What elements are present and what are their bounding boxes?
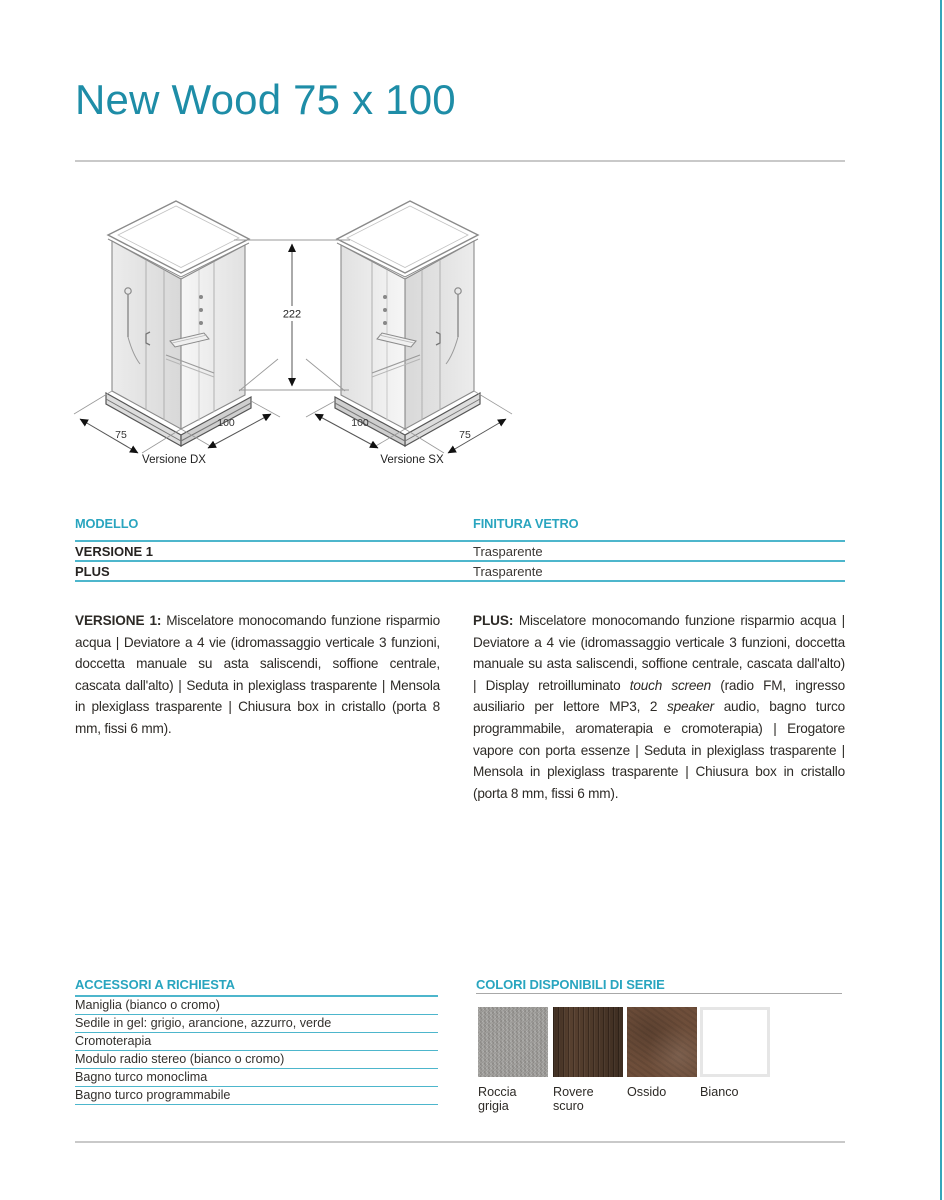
glass-finish: Trasparente xyxy=(473,564,543,579)
table-header-row xyxy=(75,514,845,530)
colors-section xyxy=(476,977,842,1113)
dx-depth-dimension: 75 xyxy=(115,429,127,441)
technical-diagram xyxy=(68,185,518,477)
color-swatch-label: Roccia grigia xyxy=(478,1085,517,1113)
table-rule xyxy=(75,540,845,542)
glass-finish: Trasparente xyxy=(473,544,543,559)
model-name: PLUS xyxy=(75,564,110,579)
plus-italic-speaker: speaker xyxy=(667,699,714,715)
color-swatch-label: Rovere scuro xyxy=(553,1085,594,1113)
versione1-body: Miscelatore monocomando funzione risparmio acqua | Deviatore a 4 vie (idromassaggio verticale 3 funzioni, doccetta manuale su asta saliscendi, soffione centrale, cascata dall'alto) | Seduta in plexiglass trasparente | Mensola in plexiglass trasparente | Chiusura box in cristallo (porta 8 mm, fissi 6 mm). xyxy=(75,613,440,736)
page-title: New Wood 75 x 100 xyxy=(75,76,456,123)
top-divider xyxy=(75,160,845,162)
color-option xyxy=(627,1007,699,1099)
plus-lead: PLUS: xyxy=(473,613,514,628)
sx-depth-dimension: 75 xyxy=(459,429,471,441)
color-swatch-roccia-grigia xyxy=(478,1007,548,1077)
column-header-modello: MODELLO xyxy=(75,516,139,531)
sx-front-dimension: 100 xyxy=(351,417,369,429)
color-swatch-bianco xyxy=(700,1007,770,1077)
table-rule xyxy=(75,580,845,582)
plus-italic-touchscreen: touch screen xyxy=(629,677,711,693)
color-swatch-label: Ossido xyxy=(627,1085,667,1099)
versione1-description xyxy=(75,610,440,740)
model-name: VERSIONE 1 xyxy=(75,544,154,559)
accessory-item: Bagno turco monoclima xyxy=(75,1069,438,1087)
versione1-lead: VERSIONE 1: xyxy=(75,613,162,628)
color-swatch-ossido xyxy=(627,1007,697,1077)
table-rule xyxy=(75,560,845,562)
version-dx-label: Versione DX xyxy=(142,454,206,466)
color-swatch-label: Bianco xyxy=(700,1085,739,1099)
column-header-finitura: FINITURA VETRO xyxy=(473,516,579,531)
dx-front-dimension: 100 xyxy=(217,417,235,429)
accessory-item: Maniglia (bianco o cromo) xyxy=(75,997,438,1015)
plus-description xyxy=(473,610,845,804)
color-option xyxy=(553,1007,625,1113)
accessory-item: Modulo radio stereo (bianco o cromo) xyxy=(75,1051,438,1069)
model-finish-table xyxy=(75,514,845,586)
version-sx-label: Versione SX xyxy=(380,454,444,466)
height-dimension: 222 xyxy=(282,308,302,321)
accessory-item: Sedile in gel: grigio, arancione, azzurro, verde xyxy=(75,1015,438,1033)
bottom-divider xyxy=(75,1141,845,1143)
colors-title: COLORI DISPONIBILI DI SERIE xyxy=(476,977,842,994)
color-option xyxy=(700,1007,772,1099)
page-edge-accent xyxy=(940,0,942,1200)
accessory-item: Bagno turco programmabile xyxy=(75,1087,438,1105)
color-option xyxy=(478,1007,550,1113)
color-swatch-rovere-scuro xyxy=(553,1007,623,1077)
accessories-section xyxy=(75,977,438,1105)
plus-body: (radio FM, ingresso ausiliario per lettore MP3, 2 xyxy=(473,677,846,715)
accessories-title: ACCESSORI A RICHIESTA xyxy=(75,977,438,997)
plus-body: Miscelatore monocomando funzione risparmio acqua | Deviatore a 4 vie (idromassaggio verticale 3 funzioni, doccetta manuale su asta saliscendi, soffione centrale, cascata dall'alto) | Display retroilluminato xyxy=(473,613,845,693)
accessory-item: Cromoterapia xyxy=(75,1033,438,1051)
plus-body: audio, bagno turco programmabile, aromaterapia e cromoterapia) | Erogatore vapore con porta essenze | Seduta in plexiglass trasparente | Mensola in plexiglass trasparente | Chiusura box in cristallo (porta 8 mm, fissi 6 mm). xyxy=(473,699,846,801)
